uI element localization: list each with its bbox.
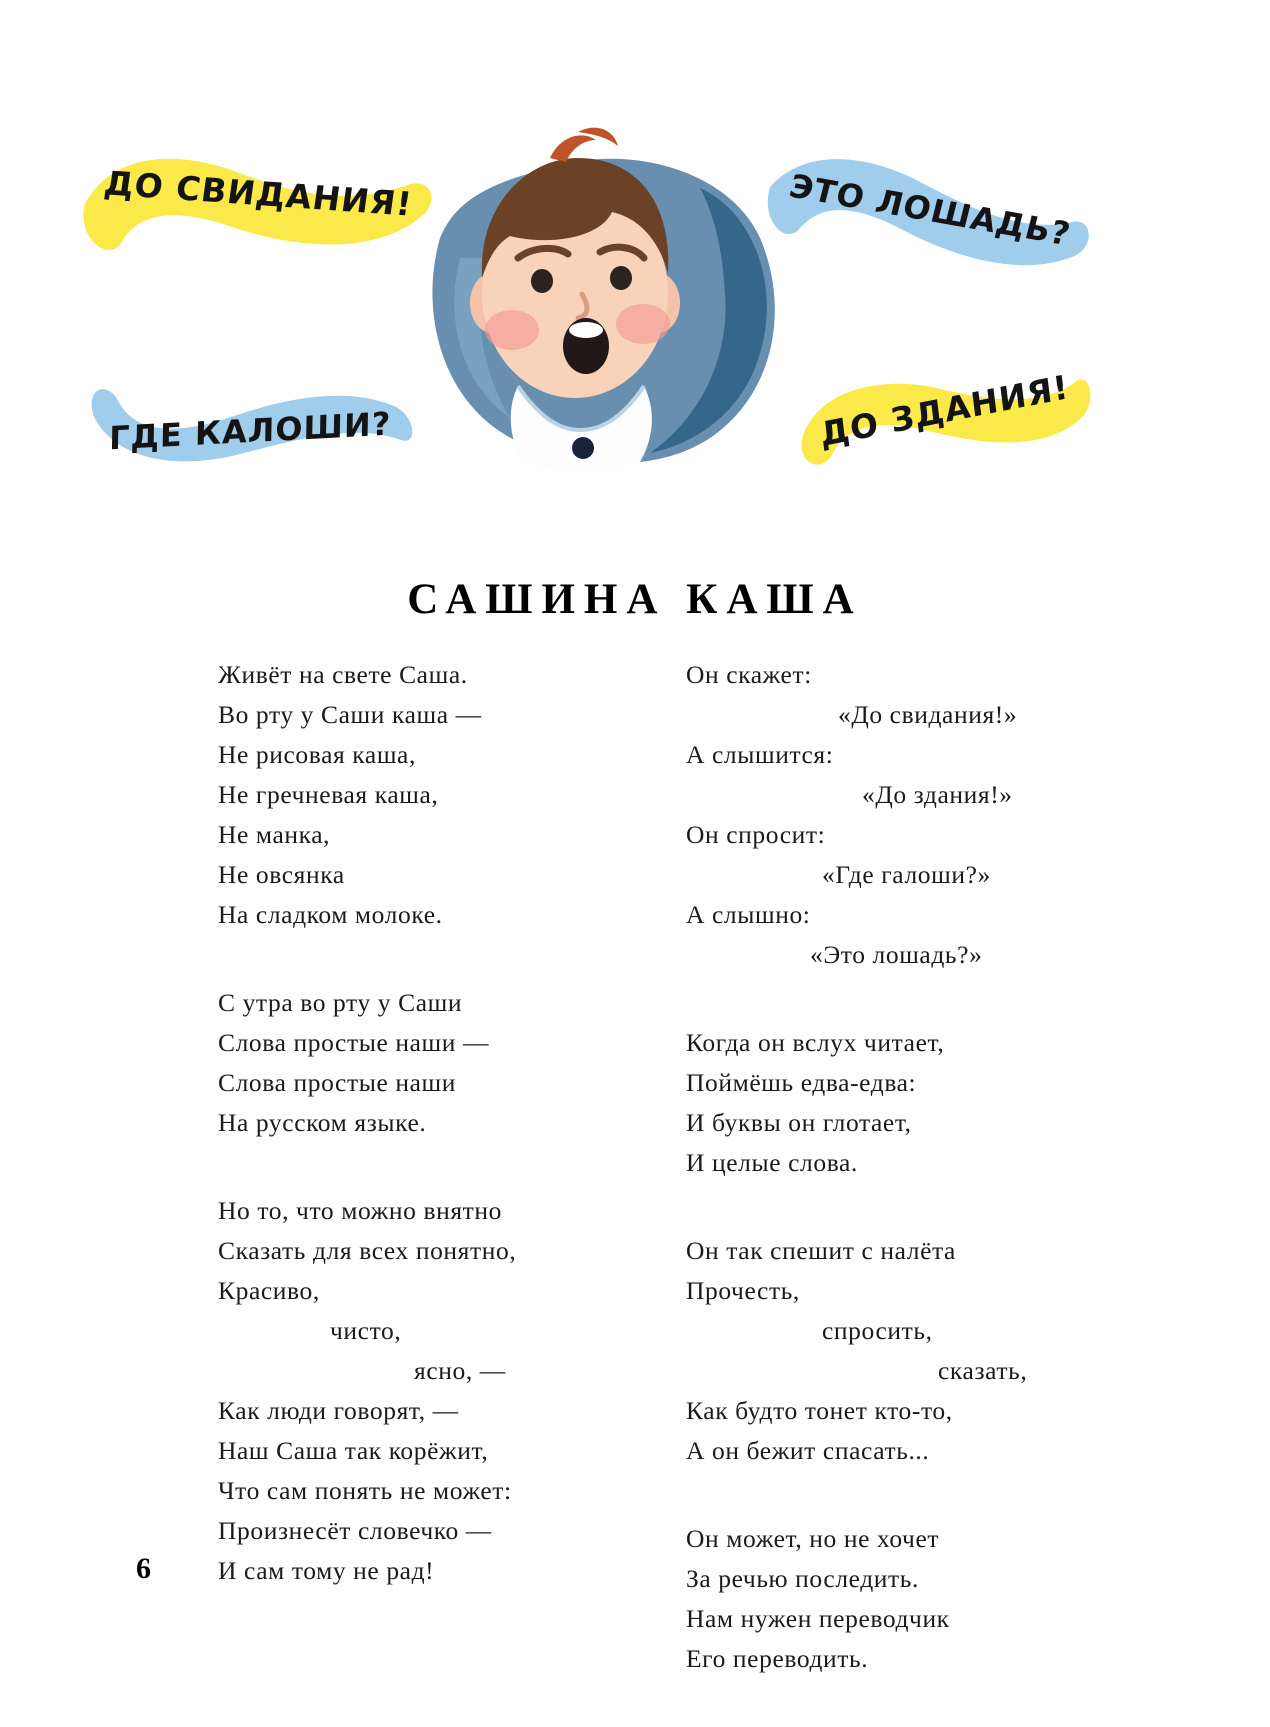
poem-line: Он спросит: (686, 820, 826, 849)
poem-line: За речью последить. (686, 1564, 920, 1593)
poem-line: Красиво, (218, 1276, 320, 1305)
poem-line: чисто, (330, 1316, 402, 1345)
poem-stanza (218, 655, 618, 935)
poem-line: Он может, но не хочет (686, 1524, 940, 1553)
illustration (0, 0, 1270, 500)
poem-line: Не гречневая каша, (218, 780, 439, 809)
poem-line: Нам нужен переводчик (686, 1604, 950, 1633)
poem-line: Не рисовая каша, (218, 740, 416, 769)
poem-line: Во рту у Саши каша — (218, 700, 482, 729)
poem-column-right (686, 655, 1106, 1727)
poem-line: ясно, — (414, 1356, 506, 1385)
poem-line: И буквы он глотает, (686, 1108, 912, 1137)
ribbon-text-gde-kaloshi: ГДЕ КАЛОШИ? (108, 404, 392, 457)
poem-line: Не овсянка (218, 860, 345, 889)
poem-line: Как будто тонет кто-то, (686, 1396, 953, 1425)
poem-stanza (686, 655, 1106, 975)
poem-line: Как люди говорят, — (218, 1396, 459, 1425)
poem-line: Не манка, (218, 820, 331, 849)
poem-stanza (686, 1519, 1106, 1679)
poem-line: На сладком молоке. (218, 900, 443, 929)
speech-ribbon-do-svidaniya (73, 113, 443, 274)
poem-line: На русском языке. (218, 1108, 427, 1137)
poem-line: И целые слова. (686, 1148, 858, 1177)
poem-line: Он скажет: (686, 660, 812, 689)
ribbon-text-do-svidaniya: ДО СВИДАНИЯ! (101, 162, 415, 224)
poem-line: И сам тому не рад! (218, 1556, 435, 1585)
poem-stanza (686, 1231, 1106, 1471)
poem-line: А слышно: (686, 900, 811, 929)
page-number: 6 (136, 1552, 151, 1585)
poem-line: Прочесть, (686, 1276, 800, 1305)
poem-line: Сказать для всех понятно, (218, 1236, 517, 1265)
ribbon-text-eto-loshad: ЭТО ЛОШАДЬ? (785, 166, 1075, 254)
poem-line: Слова простые наши (218, 1068, 456, 1097)
poem-line: Когда он вслух читает, (686, 1028, 945, 1057)
poem-line: Что сам понять не может: (218, 1476, 512, 1505)
poem-line: Поймёшь едва-едва: (686, 1068, 917, 1097)
poem-line: Произнесёт словечко — (218, 1516, 492, 1545)
poem-line: Слова простые наши — (218, 1028, 490, 1057)
poem-line: А он бежит спасать... (686, 1436, 930, 1465)
speech-ribbon-gde-kaloshi (82, 369, 417, 491)
poem-line: Живёт на свете Саша. (218, 660, 468, 689)
page-title: САШИНА КАША (407, 576, 863, 623)
poem-line: Наш Саша так корёжит, (218, 1436, 489, 1465)
poem-line: Его переводить. (686, 1644, 869, 1673)
poem-line: «Где галоши?» (822, 860, 991, 889)
poem-column-left (218, 655, 618, 1639)
poem-line: сказать, (938, 1356, 1028, 1385)
boy-illustration (400, 118, 820, 488)
poem-body (0, 655, 1270, 1673)
poem-line: «До свидания!» (838, 700, 1018, 729)
poem-line: «Это лошадь?» (810, 940, 983, 969)
poem-line: Но то, что можно внятно (218, 1196, 503, 1225)
poem-line: Он так спешит с налёта (686, 1236, 956, 1265)
poem-line: А слышится: (686, 740, 834, 769)
speech-ribbon-eto-loshad (761, 139, 1099, 282)
poem-stanza (686, 1023, 1106, 1183)
poem-stanza (218, 983, 618, 1143)
poem-line: «До здания!» (862, 780, 1013, 809)
poem-stanza (218, 1191, 618, 1591)
speech-ribbon-do-zdaniya (792, 345, 1099, 476)
poem-line: С утра во рту у Саши (218, 988, 463, 1017)
ribbon-text-do-zdaniya: ДО ЗДАНИЯ! (818, 366, 1072, 454)
poem-line: спросить, (822, 1316, 933, 1345)
